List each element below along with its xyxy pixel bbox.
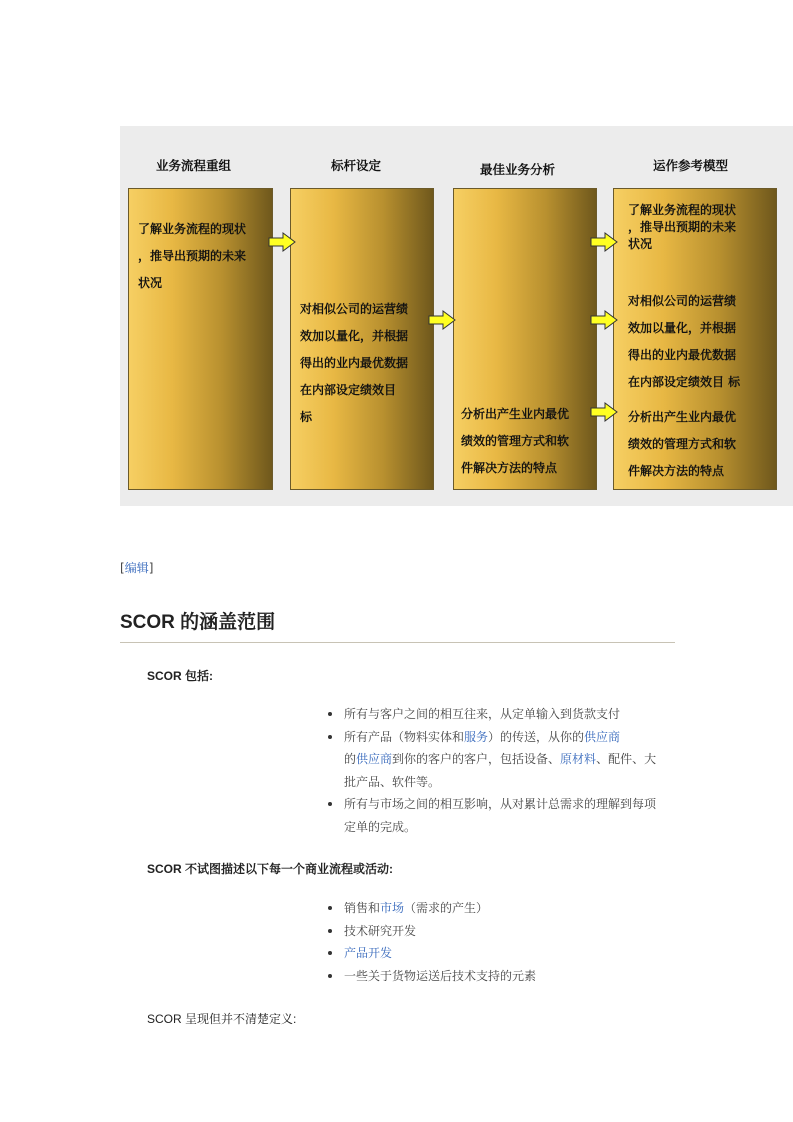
link-raw-materials[interactable]: 原材料 <box>560 752 597 766</box>
link-supplier[interactable]: 供应商 <box>584 729 621 744</box>
list-item <box>327 726 657 794</box>
box-bpr-text <box>138 216 246 297</box>
text-line: 状况 <box>138 276 163 290</box>
bracket: [ <box>120 561 125 575</box>
link-product-development[interactable]: 产品开发 <box>344 946 393 960</box>
list-item <box>327 793 657 838</box>
arrow-right-icon <box>268 232 296 252</box>
text-line: 状况 <box>628 237 653 251</box>
text-line: 效加以量化，并根据 <box>628 321 737 335</box>
text-line: 对相似公司的运营绩 <box>628 294 737 308</box>
arrow-right-icon <box>590 232 618 252</box>
text-line: ，推导出预期的未来 <box>138 249 247 263</box>
arrow-right-icon <box>590 310 618 330</box>
section-title: SCOR 的涵盖范围 <box>120 612 276 633</box>
box-scor-model-text-1 <box>628 202 736 253</box>
list-item-text: 所有与市场之间的相互影响，从对累计总需求的理解到每项定单的完成。 <box>344 797 657 834</box>
text-line: 件解决方法的特点 <box>628 464 725 478</box>
box-benchmarking-text <box>300 296 408 431</box>
list-item <box>327 703 657 726</box>
list-item-text: 、配件、大批产品、软件等。 <box>344 752 657 789</box>
list-item-text: （需求的产生） <box>404 901 489 915</box>
link-supplier[interactable]: 供应商 <box>356 752 393 766</box>
text-line: 在内部设定绩效目 <box>300 383 397 397</box>
box-scor-model-text-3 <box>628 404 736 485</box>
list-item-text: ）的传送，从你的 <box>488 729 585 744</box>
text-line: 得出的业内最优数据 <box>628 348 737 362</box>
box-scor-model-text-2 <box>628 288 740 396</box>
link-market[interactable]: 市场 <box>380 901 405 915</box>
list-item-text: 销售和 <box>344 901 381 915</box>
arrow-right-icon <box>428 310 456 330</box>
link-service[interactable]: 服务 <box>464 729 489 744</box>
section-divider <box>120 642 675 643</box>
text-line: 在内部设定绩效目 标 <box>628 375 741 389</box>
list-item <box>327 965 657 988</box>
header-scor-model: 运作参考模型 <box>653 158 729 173</box>
list-item-text: 所有与客户之间的相互往来，从定单输入到货款支付 <box>344 707 621 721</box>
scor-excludes-label: SCOR 不试图描述以下每一个商业流程或活动: <box>147 862 394 876</box>
text-line: 标 <box>300 410 313 424</box>
list-item <box>327 920 657 943</box>
scor-presents-label: SCOR 呈现但并不清楚定义: <box>147 1012 297 1026</box>
text-line: 分析出产生业内最优 <box>628 410 737 424</box>
list-item-text: 的 <box>344 752 357 766</box>
text-line: 了解业务流程的现状 <box>138 222 247 236</box>
header-best-practice: 最佳业务分析 <box>480 162 556 177</box>
edit-link-wrapper <box>120 559 153 576</box>
text-line: 得出的业内最优数据 <box>300 356 409 370</box>
text-line: 绩效的管理方式和软 <box>628 437 737 451</box>
arrow-right-icon <box>590 402 618 422</box>
text-line: 对相似公司的运营绩 <box>300 302 409 316</box>
list-item <box>327 897 657 920</box>
list-item <box>327 942 657 965</box>
text-line: ，推导出预期的未来 <box>628 220 737 234</box>
header-bpr: 业务流程重组 <box>156 158 232 173</box>
box-best-practice-text <box>461 401 569 482</box>
text-line: 件解决方法的特点 <box>461 461 558 475</box>
list-item-text: 所有产品（物料实体和 <box>344 729 465 744</box>
scor-diagram <box>120 126 793 506</box>
scor-includes-label: SCOR 包括: <box>147 669 214 683</box>
scor-includes-list <box>327 703 657 838</box>
list-item-text: 一些关于货物运送后技术支持的元素 <box>344 968 537 983</box>
text-line: 绩效的管理方式和软 <box>461 434 570 448</box>
scor-excludes-list <box>327 897 657 987</box>
list-item-text: 到你的客户的客户，包括设备、 <box>392 752 561 766</box>
text-line: 效加以量化，并根据 <box>300 329 409 343</box>
text-line: 了解业务流程的现状 <box>628 203 737 217</box>
header-benchmarking: 标杆设定 <box>331 158 382 173</box>
edit-link[interactable]: 编辑 <box>124 561 149 575</box>
bracket: ] <box>148 561 154 575</box>
list-item-text: 技术研究开发 <box>344 923 417 938</box>
text-line: 分析出产生业内最优 <box>461 407 570 421</box>
